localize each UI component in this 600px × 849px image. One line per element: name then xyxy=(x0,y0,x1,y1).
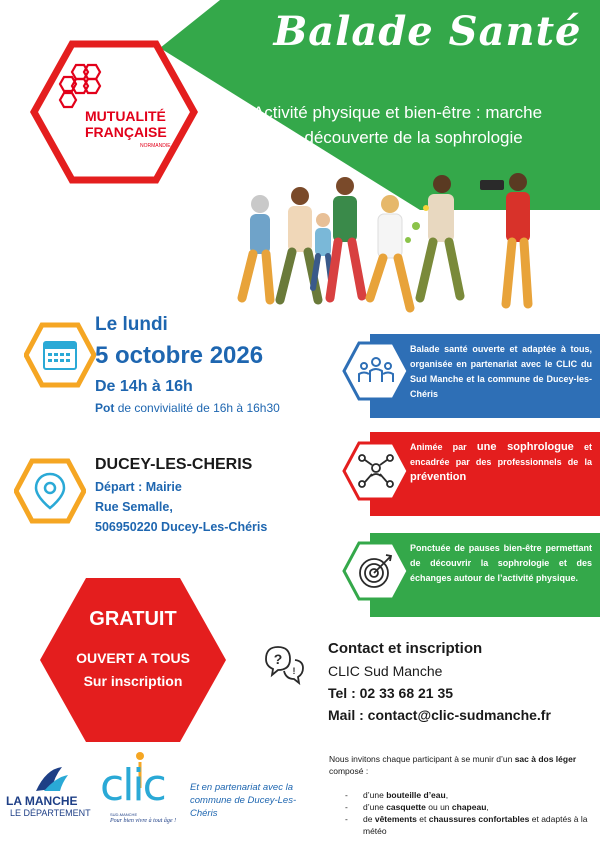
target-icon xyxy=(342,540,410,602)
item-text: de xyxy=(363,814,373,824)
contact-title: Contact et inscription xyxy=(328,640,483,657)
panel-red-highlight-2: prévention xyxy=(410,471,467,483)
item-text: et adaptés à la météo xyxy=(363,814,588,836)
list-item xyxy=(345,813,597,837)
event-pot xyxy=(95,401,280,415)
equipment-list xyxy=(345,789,597,837)
gratuit-open-to-all: OUVERT A TOUS xyxy=(76,650,190,666)
panel-red-mid: et encadrée par des professionnels de la xyxy=(410,442,592,467)
panel-green-text: Ponctuée de pauses bien-être permettant de découvrir la sophrologie et des échanges autour de l’activité physique. xyxy=(410,543,592,583)
pot-text: de convivialité de 16h à 16h30 xyxy=(117,401,280,415)
gratuit-title: GRATUIT xyxy=(89,608,177,630)
logo-text-region: NORMANDIE xyxy=(140,143,171,149)
logo-text-mutualite: MUTUALITÉ xyxy=(85,108,166,124)
network-people-icon xyxy=(342,440,410,502)
contact-phone[interactable]: Tel : 02 33 68 21 35 xyxy=(328,685,454,701)
item-bold: vêtements xyxy=(374,814,417,824)
item-text: d’une xyxy=(363,790,384,800)
calendar-icon xyxy=(24,322,96,388)
partnership-note: Et en partenariat avec la commune de Ducey-Les-Chéris xyxy=(190,782,297,819)
item-bold: bouteille d’eau xyxy=(386,790,446,800)
group-people-icon xyxy=(342,340,410,402)
event-date: 5 octobre 2026 xyxy=(95,342,264,369)
subtitle-line-2: à la découverte de la sophrologie xyxy=(272,128,523,147)
panel-red-pre: Animée par xyxy=(410,442,467,452)
la-manche-subtitle: LE DÉPARTEMENT xyxy=(10,808,91,818)
contact-email[interactable]: Mail : contact@clic-sudmanche.fr xyxy=(328,707,551,723)
clic-tagline: Pour bien vivre à tout âge ! xyxy=(110,818,177,824)
contact-organisation: CLIC Sud Manche xyxy=(328,663,443,679)
gratuit-registration: Sur inscription xyxy=(83,673,183,689)
svg-text:!: ! xyxy=(292,666,296,676)
item-bold: casquette xyxy=(386,802,426,812)
logo-text-francaise: FRANÇAISE xyxy=(85,124,167,140)
item-text: , xyxy=(445,790,449,800)
page-subtitle xyxy=(205,100,590,150)
svg-text:?: ? xyxy=(273,651,283,667)
item-text: , xyxy=(486,802,489,812)
event-hours: De 14h à 16h xyxy=(95,378,193,395)
location-pin-icon xyxy=(14,458,86,524)
date-day-label: Le lundi xyxy=(95,314,168,335)
page-title: Balade Santé xyxy=(273,8,582,55)
item-text: et xyxy=(419,814,427,824)
location-postal: 506950220 Ducey-Les-Chéris xyxy=(95,520,268,534)
clic-subtitle: SUD-MANCHE xyxy=(110,812,138,817)
list-item xyxy=(345,801,597,813)
item-bold: chapeau xyxy=(451,802,487,812)
walkers-illustration xyxy=(220,168,600,328)
item-text: d’une xyxy=(363,802,384,812)
invite-post: composé : xyxy=(329,766,369,776)
equipment-intro xyxy=(329,753,597,777)
item-text: ou un xyxy=(428,802,450,812)
location-street: Rue Semalle, xyxy=(95,500,173,514)
invite-pre: Nous invitons chaque participant à se munir d’un xyxy=(329,754,513,764)
mutualite-logo-icon xyxy=(57,63,109,111)
invite-bold: sac à dos léger xyxy=(514,754,577,764)
pot-label: Pot xyxy=(95,401,115,415)
list-item xyxy=(345,789,597,801)
subtitle-line-1: Activité physique et bien-être : marche xyxy=(252,103,543,122)
panel-red-text xyxy=(384,440,592,485)
item-bold: chaussures confortables xyxy=(428,814,530,824)
location-departure: Départ : Mairie xyxy=(95,480,182,494)
chat-question-icon xyxy=(262,643,306,687)
panel-blue-text: Balade santé ouverte et adaptée à tous, organisée en partenariat avec le CLIC du Sud Manche et la commune de Ducey-les-Chéris xyxy=(410,344,592,399)
location-city: DUCEY-LES-CHERIS xyxy=(95,456,253,473)
panel-red-highlight-1: une sophrologue xyxy=(476,441,574,453)
la-manche-title: LA MANCHE xyxy=(6,794,78,808)
clic-logo-text: clic xyxy=(100,760,165,811)
